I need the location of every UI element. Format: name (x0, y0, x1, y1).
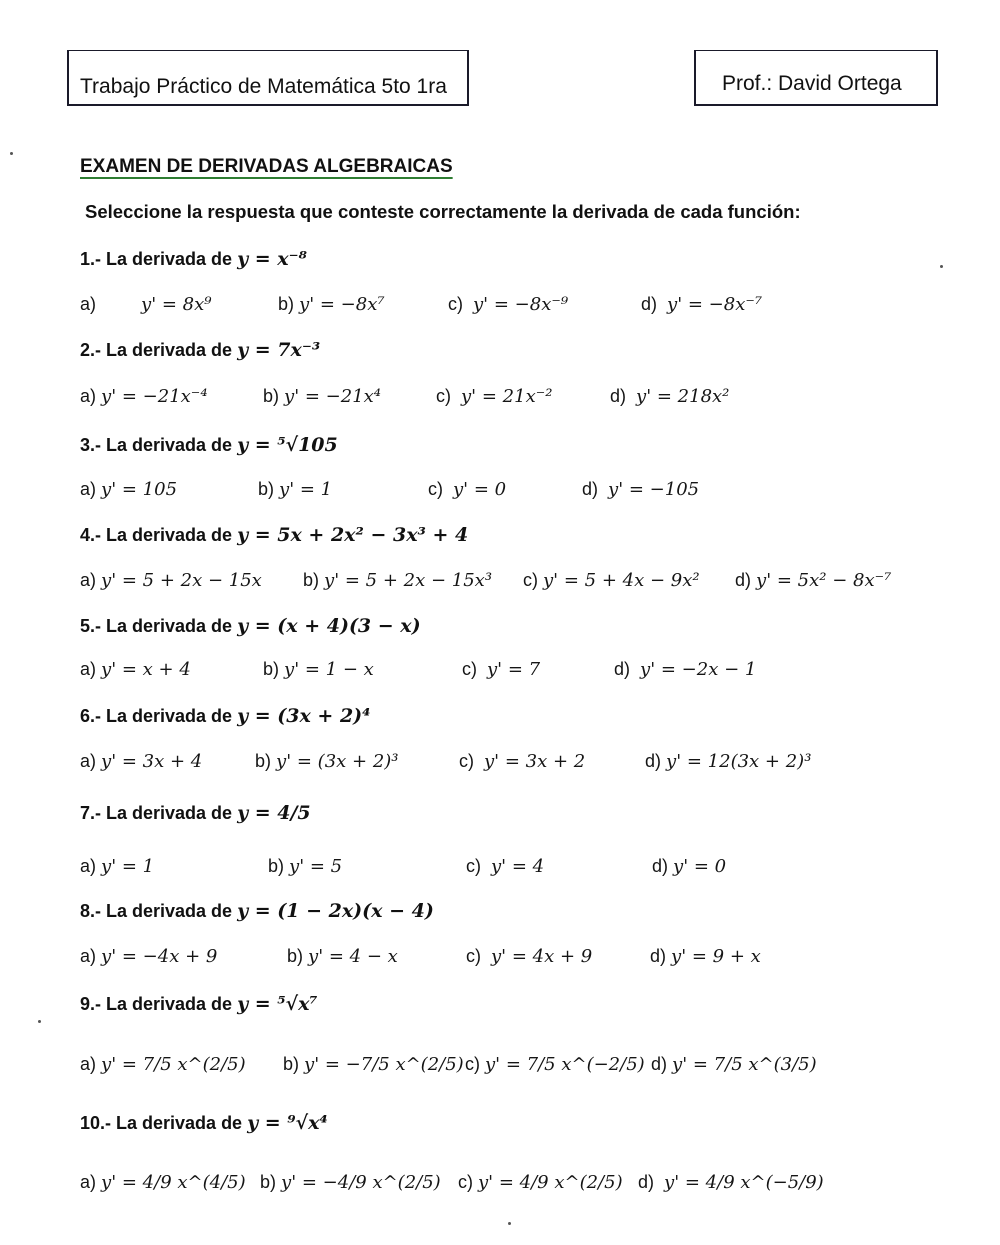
q6-option-b[interactable]: b) y' = (3x + 2)³ (255, 751, 399, 772)
q6-option-a[interactable]: a) y' = 3x + 4 (80, 751, 203, 772)
q7-option-b[interactable]: b) y' = 5 (268, 856, 343, 877)
question-9: 9.- La derivada de y = ⁵√x⁷ (80, 993, 318, 1015)
course-title: Trabajo Práctico de Matemática 5to 1ra (80, 75, 447, 98)
q5-option-c[interactable]: c) y' = 7 (462, 659, 541, 680)
q8-option-b[interactable]: b) y' = 4 − x (287, 946, 398, 967)
q8-option-a[interactable]: a) y' = −4x + 9 (80, 946, 218, 967)
question-7: 7.- La derivada de y = 4/5 (80, 802, 311, 824)
q10-option-a[interactable]: a) y' = 4/9 x^(4/5) (80, 1172, 246, 1193)
q10-option-d[interactable]: d) y' = 4/9 x^(−5/9) (638, 1172, 824, 1193)
scan-speck (10, 152, 13, 155)
q5-option-b[interactable]: b) y' = 1 − x (263, 659, 374, 680)
scan-speck (38, 1020, 41, 1023)
q1-option-c[interactable]: c) y' = −8x⁻⁹ (448, 294, 569, 315)
q5-option-a[interactable]: a) y' = x + 4 (80, 659, 191, 680)
q6-option-c[interactable]: c) y' = 3x + 2 (459, 751, 586, 772)
q10-option-b[interactable]: b) y' = −4/9 x^(2/5) (260, 1172, 441, 1193)
q9-option-d[interactable]: d) y' = 7/5 x^(3/5) (651, 1054, 817, 1075)
q4-option-a[interactable]: a) y' = 5 + 2x − 15x (80, 570, 262, 591)
question-4: 4.- La derivada de y = 5x + 2x² − 3x³ + 4 (80, 524, 469, 546)
question-1: 1.- La derivada de y = x⁻⁸ (80, 248, 307, 270)
scan-speck (508, 1222, 511, 1225)
question-5: 5.- La derivada de y = (x + 4)(3 − x) (80, 615, 421, 637)
q1-option-a[interactable]: a) y' = 8x⁹ (80, 294, 212, 315)
q7-option-a[interactable]: a) y' = 1 (80, 856, 155, 877)
exam-title: EXAMEN DE DERIVADAS ALGEBRAICAS (80, 156, 453, 177)
scan-speck (940, 265, 943, 268)
q1-option-b[interactable]: b) y' = −8x⁷ (278, 294, 385, 315)
q7-option-c[interactable]: c) y' = 4 (466, 856, 545, 877)
q2-option-b[interactable]: b) y' = −21x⁴ (263, 386, 382, 407)
q10-option-c[interactable]: c) y' = 4/9 x^(2/5) (458, 1172, 623, 1193)
q2-option-c[interactable]: c) y' = 21x⁻² (436, 386, 553, 407)
q2-option-a[interactable]: a) y' = −21x⁻⁴ (80, 386, 208, 407)
question-8: 8.- La derivada de y = (1 − 2x)(x − 4) (80, 900, 434, 922)
q3-option-b[interactable]: b) y' = 1 (258, 479, 333, 500)
q3-option-a[interactable]: a) y' = 105 (80, 479, 178, 500)
q9-option-b[interactable]: b) y' = −7/5 x^(2/5) (283, 1054, 464, 1075)
q6-option-d[interactable]: d) y' = 12(3x + 2)³ (645, 751, 812, 772)
teacher-name: Prof.: David Ortega (722, 72, 902, 95)
q3-option-d[interactable]: d) y' = −105 (582, 479, 700, 500)
q3-option-c[interactable]: c) y' = 0 (428, 479, 507, 500)
question-2: 2.- La derivada de y = 7x⁻³ (80, 339, 321, 361)
q5-option-d[interactable]: d) y' = −2x − 1 (614, 659, 757, 680)
q9-option-a[interactable]: a) y' = 7/5 x^(2/5) (80, 1054, 246, 1075)
q7-option-d[interactable]: d) y' = 0 (652, 856, 727, 877)
q2-option-d[interactable]: d) y' = 218x² (610, 386, 730, 407)
q4-option-d[interactable]: d) y' = 5x² − 8x⁻⁷ (735, 570, 892, 591)
q4-option-b[interactable]: b) y' = 5 + 2x − 15x³ (303, 570, 493, 591)
q8-option-d[interactable]: d) y' = 9 + x (650, 946, 761, 967)
q1-option-d[interactable]: d) y' = −8x⁻⁷ (641, 294, 763, 315)
question-6: 6.- La derivada de y = (3x + 2)⁴ (80, 705, 371, 727)
q9-option-c[interactable]: c) y' = 7/5 x^(−2/5) (465, 1054, 645, 1075)
q8-option-c[interactable]: c) y' = 4x + 9 (466, 946, 593, 967)
question-10: 10.- La derivada de y = ⁹√x⁴ (80, 1112, 328, 1134)
q4-option-c[interactable]: c) y' = 5 + 4x − 9x² (523, 570, 700, 591)
question-3: 3.- La derivada de y = ⁵√105 (80, 434, 338, 456)
instructions: Seleccione la respuesta que conteste correctamente la derivada de cada función: (85, 201, 801, 222)
